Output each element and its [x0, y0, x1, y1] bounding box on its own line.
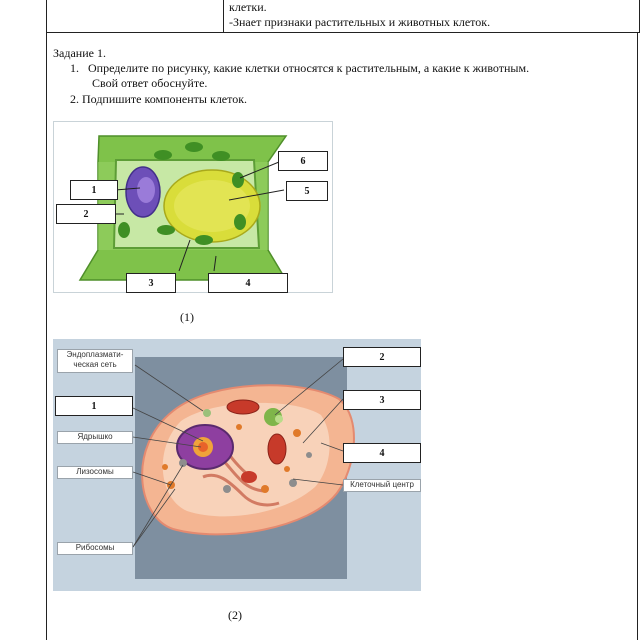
tag-nucleolus: Ядрышко	[57, 431, 133, 444]
animal-label-3: 3	[343, 390, 421, 410]
tag-ribosomes: Рибосомы	[57, 542, 133, 555]
task-item-1-number: 1.	[70, 61, 79, 75]
frame-left-border	[46, 32, 47, 640]
task-item-2-number: 2.	[70, 92, 79, 106]
table-text-line2: -Знает признаки растительных и животных клеток.	[229, 15, 491, 29]
table-text-line1: клетки.	[229, 0, 267, 14]
task-item-1-continuation: Свой ответ обоснуйте.	[92, 76, 208, 90]
objectives-table	[46, 0, 640, 33]
tag-lysosomes: Лизосомы	[57, 466, 133, 479]
figure2-caption: (2)	[228, 608, 242, 622]
plant-label-5: 5	[286, 181, 328, 201]
plant-cell-figure	[53, 121, 333, 293]
plant-label-4: 4	[208, 273, 288, 293]
plant-label-3: 3	[126, 273, 176, 293]
plant-label-6: 6	[278, 151, 328, 171]
task-item-1	[70, 61, 529, 76]
animal-label-1: 1	[55, 396, 133, 416]
task-item-2-text: Подпишите компоненты клеток.	[82, 92, 248, 106]
tag-endoplasmic-reticulum: Эндоплазмати-ческая сеть	[57, 349, 133, 373]
animal-label-2: 2	[343, 347, 421, 367]
task-title: Задание 1.	[53, 46, 106, 60]
plant-label-2: 2	[56, 204, 116, 224]
animal-cell-figure	[53, 339, 421, 591]
plant-label-1: 1	[70, 180, 118, 200]
table-divider	[223, 0, 224, 32]
figure1-caption: (1)	[180, 310, 194, 324]
tag-centrosome: Клеточный центр	[343, 479, 421, 492]
task-item-2	[70, 92, 247, 107]
animal-label-4: 4	[343, 443, 421, 463]
frame-right-border	[637, 32, 638, 640]
task-item-1-text: Определите по рисунку, какие клетки относятся к растительным, а какие к животным.	[88, 61, 530, 75]
